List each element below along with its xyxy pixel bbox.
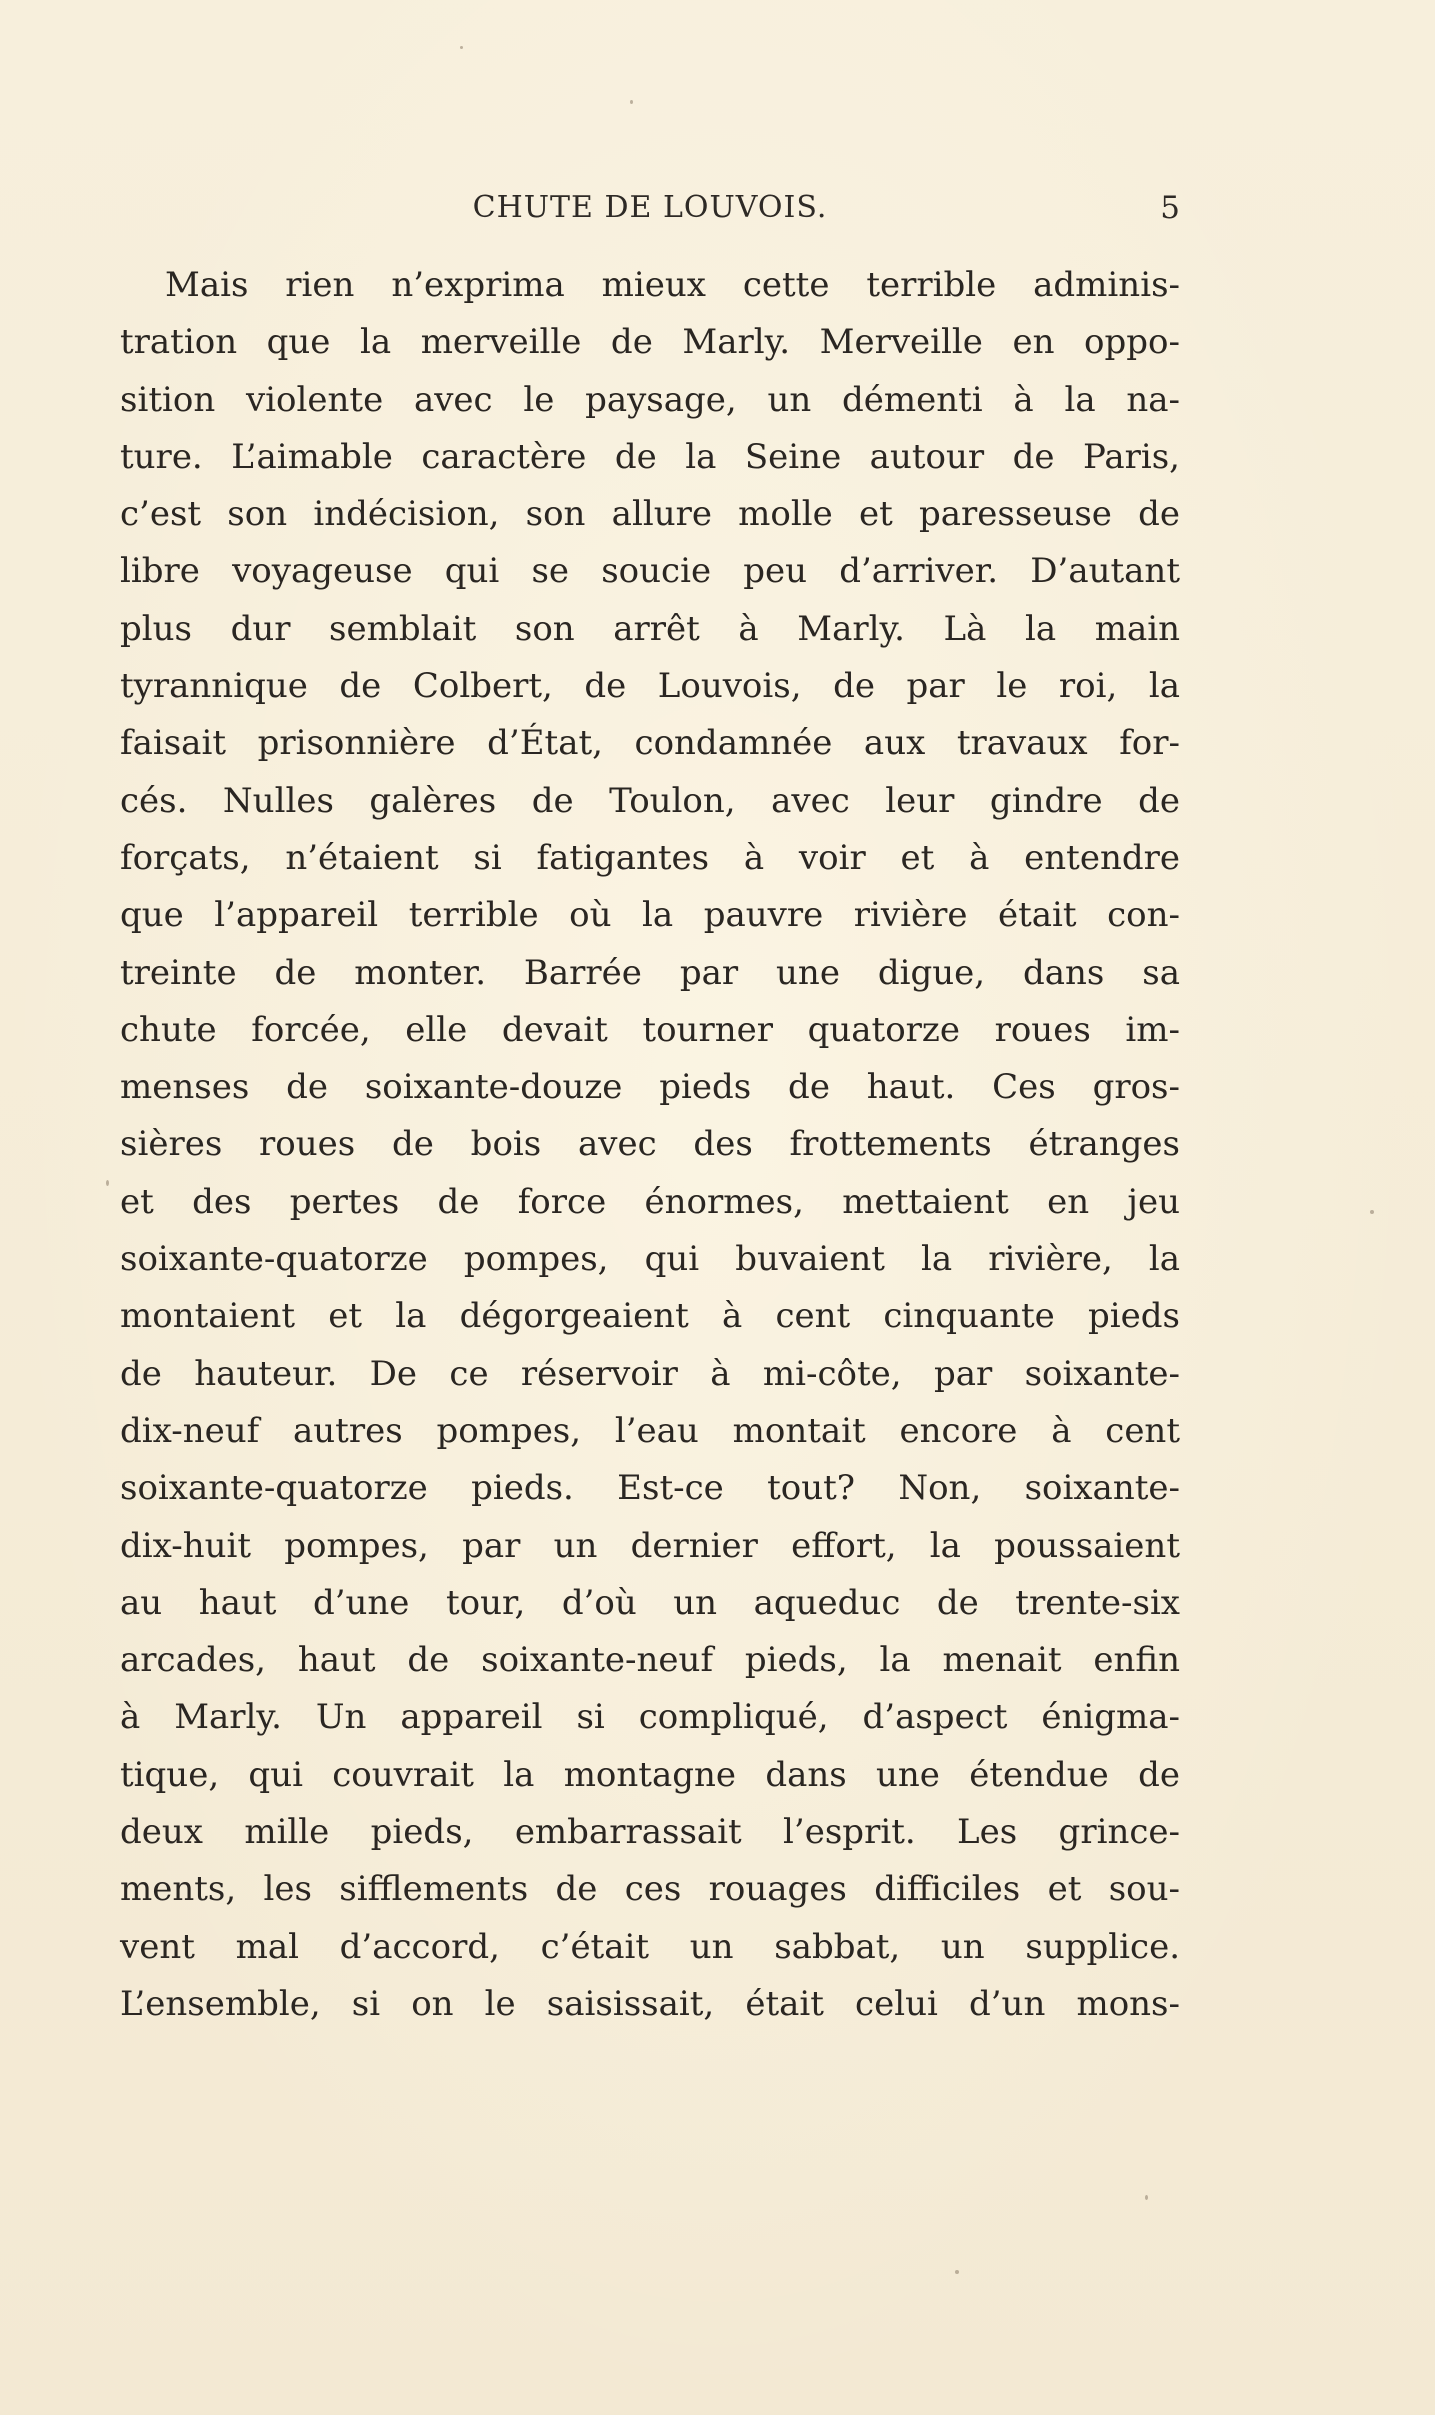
text-line: faisait prisonnière d’État, condamnée aux travaux for- [120, 723, 1180, 764]
text-line: soixante-quatorze pieds. Est-ce tout? Non, soixante- [120, 1468, 1180, 1509]
text-line: c’est son indécision, son allure molle et paresseuse de [120, 494, 1180, 535]
text-line: à Marly. Un appareil si compliqué, d’aspect énigma- [120, 1697, 1180, 1738]
text-line: libre voyageuse qui se soucie peu d’arriver. D’autant [120, 551, 1180, 592]
text-line: de hauteur. De ce réservoir à mi-côte, par soixante- [120, 1353, 1180, 1394]
text-line: dix-neuf autres pompes, l’eau montait encore à cent [120, 1410, 1180, 1451]
text-line: et des pertes de force énormes, mettaient en jeu [120, 1181, 1180, 1222]
text-line: deux mille pieds, embarrassait l’esprit. Les grince- [120, 1812, 1180, 1853]
text-line: sières roues de bois avec des frottements étranges [120, 1124, 1180, 1165]
text-line: que l’appareil terrible où la pauvre rivière était con- [120, 895, 1180, 936]
page-number: 5 [1160, 190, 1180, 226]
text-line: L’ensemble, si on le saisissait, était celui d’un mons- [120, 1983, 1180, 2024]
text-line: plus dur semblait son arrêt à Marly. Là la main [120, 608, 1180, 649]
text-line: arcades, haut de soixante-neuf pieds, la menait enfin [120, 1640, 1180, 1681]
running-title: CHUTE DE LOUVOIS. [472, 190, 828, 225]
text-line: ments, les sifflements de ces rouages difficiles et sou- [120, 1869, 1180, 1910]
text-line: tyrannique de Colbert, de Louvois, de par le roi, la [120, 666, 1180, 707]
text-line: Mais rien n’exprima mieux cette terrible adminis- [165, 265, 1180, 305]
text-line: menses de soixante-douze pieds de haut. Ces gros- [120, 1067, 1180, 1108]
text-line: ture. L’aimable caractère de la Seine autour de Paris, [120, 436, 1180, 477]
text-line: treinte de monter. Barrée par une digue, dans sa [120, 952, 1180, 993]
text-line: cés. Nulles galères de Toulon, avec leur gindre de [120, 780, 1180, 821]
text-line: soixante-quatorze pompes, qui buvaient la rivière, la [120, 1239, 1180, 1280]
text-line: dix-huit pompes, par un dernier effort, la poussaient [120, 1525, 1180, 1566]
running-header [120, 190, 1180, 240]
text-line: forçats, n’étaient si fatigantes à voir et à entendre [120, 837, 1180, 878]
body-paragraph [120, 257, 1180, 2033]
text-line: montaient et la dégorgeaient à cent cinquante pieds [120, 1296, 1180, 1337]
text-line: au haut d’une tour, d’où un aqueduc de trente-six [120, 1582, 1180, 1623]
text-line: sition violente avec le paysage, un démenti à la na- [120, 379, 1180, 420]
text-line: chute forcée, elle devait tourner quatorze roues im- [120, 1009, 1180, 1050]
text-line: vent mal d’accord, c’était un sabbat, un supplice. [120, 1926, 1180, 1967]
text-line: tration que la merveille de Marly. Merveille en oppo- [120, 322, 1180, 363]
text-line: tique, qui couvrait la montagne dans une étendue de [120, 1754, 1180, 1795]
